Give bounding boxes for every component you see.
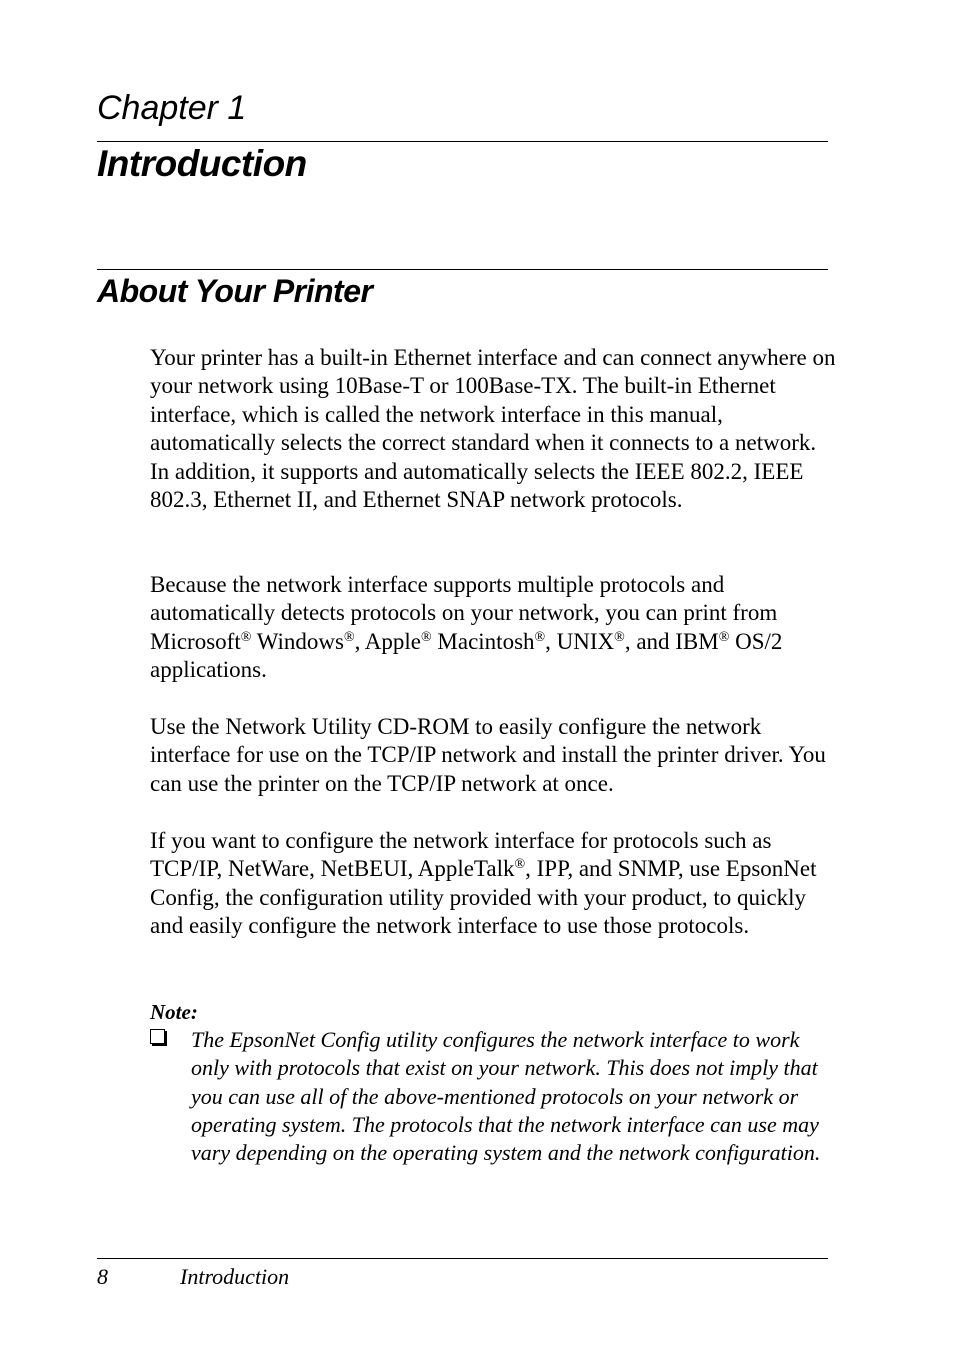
paragraph-text: If you want to configure the network interface for protocols such as TCP/IP, NetWare, NetBEUI, AppleTalk	[150, 828, 772, 882]
paragraph-intro: Your printer has a built-in Ethernet interface and can connect anywhere on your network using 10Base-T or 100Base-TX. The built-in Ethernet interface, which is called the network interface in this manual, automatically selects the correct standard when it connects to a network. In addition, it supports and automatically selects the IEEE 802.2, IEEE 802.3, Ethernet II, and Ethernet SNAP network protocols.	[150, 345, 836, 513]
footer-section-name: Introduction	[180, 1264, 290, 1289]
paragraph-text: Windows	[251, 628, 344, 654]
paragraph-text: Because the network interface supports multiple protocols and automatically detects protocols on your network, you can print from Microsoft	[150, 572, 778, 654]
paragraph-epsonnet-config	[150, 827, 840, 941]
paragraph-text: Macintosh	[431, 628, 535, 654]
registered-mark: ®	[421, 629, 432, 645]
section-title: About Your Printer	[97, 273, 373, 309]
paragraph-text: , UNIX	[545, 628, 615, 654]
checkbox-bullet-icon	[150, 1029, 165, 1044]
paragraph-text: , IPP, and SNMP, use EpsonNet Config, the configuration utility provided with your product, to quickly and easily configure the network interface to use those protocols.	[150, 856, 817, 939]
paragraph-network-utility: Use the Network Utility CD-ROM to easily configure the network interface for use on the TCP/IP network and install the printer driver. You can use the printer on the TCP/IP network at once.	[150, 714, 826, 796]
note-item: The EpsonNet Config utility configures the network interface to work only with protocols that exist on your network. This does not imply that you can use all of the above-mentioned protocols on your network or operating system. The protocols that the network interface can use may vary depending on the operating system and the network configuration.	[191, 1027, 821, 1166]
registered-mark: ®	[514, 857, 526, 873]
registered-mark: ®	[343, 629, 355, 645]
registered-mark: ®	[534, 629, 546, 645]
paragraph-text: OS/2 applications.	[150, 628, 783, 683]
registered-mark: ®	[240, 629, 252, 645]
footer-rule	[97, 1258, 828, 1259]
paragraph-text: , and IBM	[624, 628, 719, 654]
paragraph-text: , Apple	[354, 628, 422, 654]
chapter-label: Chapter 1	[97, 89, 247, 127]
registered-mark: ®	[718, 629, 730, 645]
page-number: 8	[97, 1264, 108, 1289]
paragraph-protocols	[150, 571, 840, 685]
note-label: Note:	[150, 1000, 198, 1024]
chapter-title: Introduction	[97, 143, 307, 184]
registered-mark: ®	[614, 629, 625, 645]
